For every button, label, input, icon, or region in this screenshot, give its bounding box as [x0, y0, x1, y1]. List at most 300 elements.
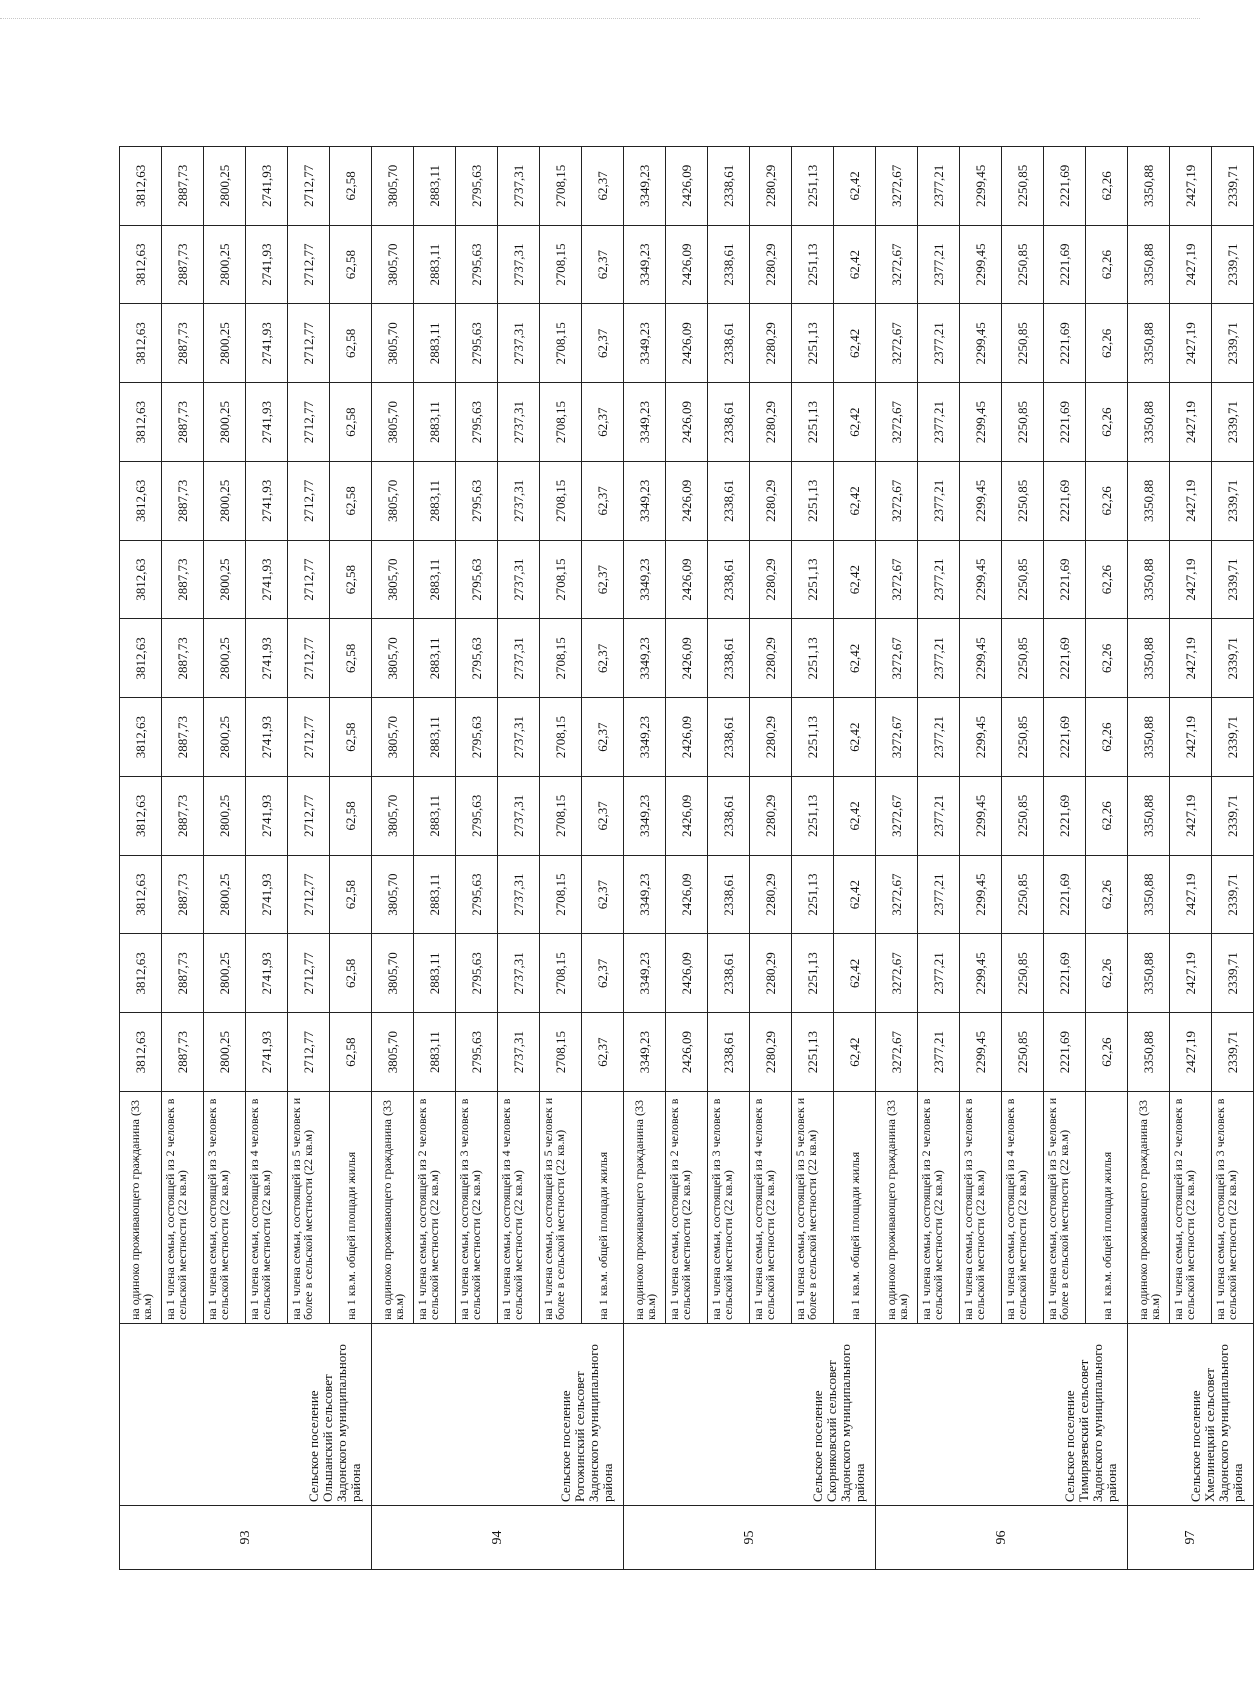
- row-label: на 1 члена семьи, состоящей из 4 человек в сельской местности (22 кв.м): [498, 1092, 540, 1324]
- value-cell: 62,58: [330, 934, 372, 1013]
- value-cell: 2712,77: [288, 462, 330, 541]
- value-cell: 2887,73: [162, 1013, 204, 1092]
- row-label: на 1 члена семьи, состоящей из 5 человек и более в сельской местности (22 кв.м): [1044, 1092, 1086, 1324]
- value-cell: 2377,21: [918, 540, 960, 619]
- value-cell: 2741,93: [246, 462, 288, 541]
- value-cell: 2426,09: [666, 225, 708, 304]
- value-cell: 2737,31: [498, 304, 540, 383]
- value-cell: 62,58: [330, 147, 372, 226]
- value-cell: 62,37: [582, 777, 624, 856]
- value-cell: 2250,85: [1002, 540, 1044, 619]
- value-cell: 2250,85: [1002, 462, 1044, 541]
- value-cell: 3272,67: [876, 619, 918, 698]
- value-cell: 2299,45: [960, 1013, 1002, 1092]
- value-cell: 2883,11: [414, 934, 456, 1013]
- value-cell: 3805,70: [372, 698, 414, 777]
- value-cell: 62,42: [834, 462, 876, 541]
- value-cell: 3805,70: [372, 383, 414, 462]
- value-cell: 2737,31: [498, 1013, 540, 1092]
- value-cell: 2883,11: [414, 777, 456, 856]
- value-cell: 2426,09: [666, 777, 708, 856]
- value-cell: 2712,77: [288, 1013, 330, 1092]
- row-label: на одиноко проживающего гражданина (33 кв.м): [1128, 1092, 1170, 1324]
- rotated-table-container: [119, 147, 1245, 1570]
- value-cell: 2251,13: [792, 777, 834, 856]
- value-cell: 2883,11: [414, 698, 456, 777]
- value-cell: 2251,13: [792, 147, 834, 226]
- row-label: на 1 члена семьи, состоящей из 5 человек и более в сельской местности (22 кв.м): [792, 1092, 834, 1324]
- value-cell: 2426,09: [666, 934, 708, 1013]
- value-cell: 2338,61: [708, 698, 750, 777]
- value-cell: 2887,73: [162, 147, 204, 226]
- value-cell: 2800,25: [204, 225, 246, 304]
- value-cell: 2339,71: [1212, 383, 1254, 462]
- row-label: на одиноко проживающего гражданина (33 кв.м): [372, 1092, 414, 1324]
- value-cell: 2708,15: [540, 304, 582, 383]
- value-cell: 2427,19: [1170, 777, 1212, 856]
- row-label: на 1 члена семьи, состоящей из 3 человек в сельской местности (22 кв.м): [204, 1092, 246, 1324]
- value-cell: 62,37: [582, 462, 624, 541]
- value-cell: 2299,45: [960, 777, 1002, 856]
- value-cell: 2377,21: [918, 855, 960, 934]
- row-label: на одиноко проживающего гражданина (33 кв.м): [120, 1092, 162, 1324]
- value-cell: 3350,88: [1128, 540, 1170, 619]
- value-cell: 2251,13: [792, 855, 834, 934]
- value-cell: 2800,25: [204, 540, 246, 619]
- value-cell: 2712,77: [288, 304, 330, 383]
- value-cell: 2712,77: [288, 619, 330, 698]
- value-cell: 2339,71: [1212, 777, 1254, 856]
- value-cell: 2250,85: [1002, 855, 1044, 934]
- row-label: на 1 члена семьи, состоящей из 3 человек в сельской местности (22 кв.м): [1212, 1092, 1254, 1324]
- value-cell: 2427,19: [1170, 619, 1212, 698]
- value-cell: 2426,09: [666, 1013, 708, 1092]
- row-label: на 1 члена семьи, состоящей из 3 человек в сельской местности (22 кв.м): [708, 1092, 750, 1324]
- value-cell: 3272,67: [876, 1013, 918, 1092]
- value-cell: 2883,11: [414, 383, 456, 462]
- value-cell: 2221,69: [1044, 1013, 1086, 1092]
- value-cell: 2795,63: [456, 304, 498, 383]
- value-cell: 2800,25: [204, 777, 246, 856]
- value-cell: 2251,13: [792, 383, 834, 462]
- value-cell: 3349,23: [624, 147, 666, 226]
- value-cell: 62,37: [582, 225, 624, 304]
- value-cell: 2883,11: [414, 1013, 456, 1092]
- value-cell: 62,58: [330, 698, 372, 777]
- value-cell: 3272,67: [876, 698, 918, 777]
- value-cell: 2795,63: [456, 934, 498, 1013]
- value-cell: 2299,45: [960, 855, 1002, 934]
- value-cell: 2712,77: [288, 225, 330, 304]
- settlement-name: Сельское поселение Ольшанский сельсовет Задонского муниципального района: [120, 1324, 372, 1506]
- value-cell: 3805,70: [372, 462, 414, 541]
- value-cell: 2708,15: [540, 698, 582, 777]
- value-cell: 2708,15: [540, 147, 582, 226]
- value-cell: 3272,67: [876, 225, 918, 304]
- value-cell: 2741,93: [246, 147, 288, 226]
- value-cell: 2887,73: [162, 304, 204, 383]
- value-cell: 2741,93: [246, 383, 288, 462]
- row-label: на 1 кв.м. общей площади жилья: [330, 1092, 372, 1324]
- value-cell: 2339,71: [1212, 934, 1254, 1013]
- value-cell: 2741,93: [246, 304, 288, 383]
- value-cell: 3805,70: [372, 934, 414, 1013]
- value-cell: 2426,09: [666, 304, 708, 383]
- settlement-name: Сельское поселение Тимирязевский сельсовет Задонского муниципального района: [876, 1324, 1128, 1506]
- value-cell: 2887,73: [162, 934, 204, 1013]
- value-cell: 3349,23: [624, 540, 666, 619]
- value-cell: 2280,29: [750, 934, 792, 1013]
- value-cell: 2299,45: [960, 147, 1002, 226]
- value-cell: 2427,19: [1170, 225, 1212, 304]
- value-cell: 2883,11: [414, 225, 456, 304]
- value-cell: 2708,15: [540, 1013, 582, 1092]
- value-cell: 62,37: [582, 147, 624, 226]
- value-cell: 2280,29: [750, 383, 792, 462]
- value-cell: 2883,11: [414, 855, 456, 934]
- standards-table: [119, 146, 1254, 1570]
- settlement-name: Сельское поселение Рогожинский сельсовет Задонского муниципального района: [372, 1324, 624, 1506]
- value-cell: 2887,73: [162, 540, 204, 619]
- value-cell: 2338,61: [708, 225, 750, 304]
- value-cell: 2338,61: [708, 462, 750, 541]
- value-cell: 2339,71: [1212, 225, 1254, 304]
- row-label: на 1 члена семьи, состоящей из 5 человек и более в сельской местности (22 кв.м): [288, 1092, 330, 1324]
- value-cell: 2377,21: [918, 304, 960, 383]
- value-cell: 62,26: [1086, 462, 1128, 541]
- value-cell: 62,58: [330, 1013, 372, 1092]
- value-cell: 3349,23: [624, 934, 666, 1013]
- table-row: [624, 147, 666, 1570]
- row-label: на 1 кв.м. общей площади жилья: [1086, 1092, 1128, 1324]
- value-cell: 3272,67: [876, 934, 918, 1013]
- value-cell: 2800,25: [204, 383, 246, 462]
- value-cell: 2887,73: [162, 855, 204, 934]
- value-cell: 2250,85: [1002, 698, 1044, 777]
- value-cell: 2883,11: [414, 540, 456, 619]
- value-cell: 62,37: [582, 383, 624, 462]
- value-cell: 2339,71: [1212, 619, 1254, 698]
- value-cell: 2887,73: [162, 462, 204, 541]
- table-row: [120, 147, 162, 1570]
- value-cell: 62,26: [1086, 777, 1128, 856]
- value-cell: 2338,61: [708, 383, 750, 462]
- value-cell: 62,37: [582, 698, 624, 777]
- value-cell: 62,26: [1086, 147, 1128, 226]
- value-cell: 3812,63: [120, 225, 162, 304]
- value-cell: 3805,70: [372, 147, 414, 226]
- value-cell: 62,58: [330, 777, 372, 856]
- value-cell: 62,42: [834, 225, 876, 304]
- value-cell: 2426,09: [666, 619, 708, 698]
- value-cell: 3349,23: [624, 383, 666, 462]
- value-cell: 62,42: [834, 304, 876, 383]
- value-cell: 2427,19: [1170, 304, 1212, 383]
- value-cell: 62,42: [834, 934, 876, 1013]
- value-cell: 2339,71: [1212, 698, 1254, 777]
- value-cell: 62,58: [330, 855, 372, 934]
- value-cell: 2280,29: [750, 540, 792, 619]
- value-cell: 62,42: [834, 619, 876, 698]
- value-cell: 2377,21: [918, 147, 960, 226]
- rotated-table-sheet: [119, 147, 1245, 1570]
- value-cell: 3805,70: [372, 225, 414, 304]
- value-cell: 2250,85: [1002, 225, 1044, 304]
- value-cell: 2427,19: [1170, 147, 1212, 226]
- value-cell: 2427,19: [1170, 855, 1212, 934]
- value-cell: 3812,63: [120, 934, 162, 1013]
- value-cell: 2741,93: [246, 934, 288, 1013]
- value-cell: 3805,70: [372, 304, 414, 383]
- row-label: на 1 кв.м. общей площади жилья: [834, 1092, 876, 1324]
- value-cell: 62,58: [330, 462, 372, 541]
- value-cell: 2338,61: [708, 1013, 750, 1092]
- value-cell: 3272,67: [876, 777, 918, 856]
- value-cell: 2800,25: [204, 934, 246, 1013]
- value-cell: 2708,15: [540, 383, 582, 462]
- value-cell: 2800,25: [204, 698, 246, 777]
- value-cell: 2339,71: [1212, 855, 1254, 934]
- value-cell: 2280,29: [750, 777, 792, 856]
- value-cell: 2712,77: [288, 934, 330, 1013]
- value-cell: 2339,71: [1212, 147, 1254, 226]
- value-cell: 2426,09: [666, 540, 708, 619]
- value-cell: 2251,13: [792, 225, 834, 304]
- value-cell: 62,26: [1086, 383, 1128, 462]
- value-cell: 2377,21: [918, 934, 960, 1013]
- value-cell: 2251,13: [792, 619, 834, 698]
- value-cell: 62,42: [834, 383, 876, 462]
- value-cell: 2377,21: [918, 619, 960, 698]
- value-cell: 2708,15: [540, 462, 582, 541]
- value-cell: 2377,21: [918, 462, 960, 541]
- value-cell: 62,26: [1086, 304, 1128, 383]
- value-cell: 62,58: [330, 540, 372, 619]
- value-cell: 2221,69: [1044, 934, 1086, 1013]
- value-cell: 2338,61: [708, 540, 750, 619]
- value-cell: 2280,29: [750, 855, 792, 934]
- value-cell: 2299,45: [960, 304, 1002, 383]
- row-label: на одиноко проживающего гражданина (33 кв.м): [624, 1092, 666, 1324]
- value-cell: 2737,31: [498, 462, 540, 541]
- value-cell: 2251,13: [792, 462, 834, 541]
- value-cell: 62,58: [330, 383, 372, 462]
- value-cell: 2299,45: [960, 462, 1002, 541]
- value-cell: 2426,09: [666, 855, 708, 934]
- settlement-number: 94: [372, 1506, 624, 1570]
- value-cell: 2712,77: [288, 540, 330, 619]
- value-cell: 2708,15: [540, 777, 582, 856]
- value-cell: 2737,31: [498, 698, 540, 777]
- value-cell: 2280,29: [750, 698, 792, 777]
- value-cell: 2795,63: [456, 1013, 498, 1092]
- value-cell: 62,42: [834, 147, 876, 226]
- value-cell: 3805,70: [372, 777, 414, 856]
- value-cell: 2712,77: [288, 855, 330, 934]
- row-label: на одиноко проживающего гражданина (33 кв.м): [876, 1092, 918, 1324]
- value-cell: 3812,63: [120, 383, 162, 462]
- value-cell: 3350,88: [1128, 619, 1170, 698]
- value-cell: 3350,88: [1128, 934, 1170, 1013]
- value-cell: 3349,23: [624, 698, 666, 777]
- value-cell: 62,26: [1086, 225, 1128, 304]
- value-cell: 2426,09: [666, 383, 708, 462]
- value-cell: 2887,73: [162, 225, 204, 304]
- value-cell: 2299,45: [960, 619, 1002, 698]
- value-cell: 2708,15: [540, 540, 582, 619]
- value-cell: 2795,63: [456, 777, 498, 856]
- value-cell: 2339,71: [1212, 540, 1254, 619]
- value-cell: 3272,67: [876, 462, 918, 541]
- value-cell: 2795,63: [456, 698, 498, 777]
- value-cell: 2251,13: [792, 304, 834, 383]
- value-cell: 2741,93: [246, 777, 288, 856]
- value-cell: 2426,09: [666, 147, 708, 226]
- value-cell: 2741,93: [246, 1013, 288, 1092]
- settlement-number: 93: [120, 1506, 372, 1570]
- value-cell: 3350,88: [1128, 304, 1170, 383]
- value-cell: 2795,63: [456, 540, 498, 619]
- value-cell: 2795,63: [456, 855, 498, 934]
- value-cell: 62,58: [330, 619, 372, 698]
- value-cell: 2426,09: [666, 462, 708, 541]
- value-cell: 2280,29: [750, 147, 792, 226]
- value-cell: 62,37: [582, 855, 624, 934]
- value-cell: 2377,21: [918, 383, 960, 462]
- value-cell: 2251,13: [792, 1013, 834, 1092]
- value-cell: 2299,45: [960, 934, 1002, 1013]
- value-cell: 2377,21: [918, 1013, 960, 1092]
- value-cell: 62,37: [582, 1013, 624, 1092]
- value-cell: 2800,25: [204, 147, 246, 226]
- settlement-number: 96: [876, 1506, 1128, 1570]
- value-cell: 3350,88: [1128, 777, 1170, 856]
- value-cell: 2427,19: [1170, 1013, 1212, 1092]
- value-cell: 2221,69: [1044, 304, 1086, 383]
- value-cell: 3349,23: [624, 619, 666, 698]
- row-label: на 1 члена семьи, состоящей из 2 человек в сельской местности (22 кв.м): [162, 1092, 204, 1324]
- table-row: [876, 147, 918, 1570]
- value-cell: 2795,63: [456, 462, 498, 541]
- value-cell: 62,26: [1086, 540, 1128, 619]
- row-label: на 1 члена семьи, состоящей из 3 человек в сельской местности (22 кв.м): [960, 1092, 1002, 1324]
- value-cell: 3805,70: [372, 1013, 414, 1092]
- value-cell: 2338,61: [708, 934, 750, 1013]
- value-cell: 3272,67: [876, 383, 918, 462]
- value-cell: 3350,88: [1128, 225, 1170, 304]
- value-cell: 2299,45: [960, 540, 1002, 619]
- value-cell: 2377,21: [918, 225, 960, 304]
- value-cell: 2251,13: [792, 540, 834, 619]
- value-cell: 2221,69: [1044, 777, 1086, 856]
- value-cell: 2339,71: [1212, 1013, 1254, 1092]
- value-cell: 2887,73: [162, 698, 204, 777]
- value-cell: 62,42: [834, 698, 876, 777]
- value-cell: 2299,45: [960, 698, 1002, 777]
- value-cell: 2737,31: [498, 934, 540, 1013]
- value-cell: 2737,31: [498, 777, 540, 856]
- value-cell: 2708,15: [540, 855, 582, 934]
- value-cell: 2338,61: [708, 304, 750, 383]
- value-cell: 62,26: [1086, 934, 1128, 1013]
- value-cell: 62,37: [582, 540, 624, 619]
- value-cell: 2741,93: [246, 698, 288, 777]
- value-cell: 2741,93: [246, 540, 288, 619]
- value-cell: 3812,63: [120, 1013, 162, 1092]
- value-cell: 2800,25: [204, 304, 246, 383]
- value-cell: 3805,70: [372, 619, 414, 698]
- row-label: на 1 члена семьи, состоящей из 2 человек в сельской местности (22 кв.м): [666, 1092, 708, 1324]
- value-cell: 3350,88: [1128, 855, 1170, 934]
- value-cell: 2708,15: [540, 619, 582, 698]
- value-cell: 2250,85: [1002, 304, 1044, 383]
- value-cell: 2280,29: [750, 619, 792, 698]
- value-cell: 2339,71: [1212, 304, 1254, 383]
- value-cell: 2299,45: [960, 383, 1002, 462]
- value-cell: 2250,85: [1002, 383, 1044, 462]
- value-cell: 3272,67: [876, 855, 918, 934]
- value-cell: 3350,88: [1128, 147, 1170, 226]
- value-cell: 2221,69: [1044, 698, 1086, 777]
- settlement-name: Сельское поселение Скорняковский сельсовет Задонского муниципального района: [624, 1324, 876, 1506]
- value-cell: 2250,85: [1002, 1013, 1044, 1092]
- value-cell: 2377,21: [918, 698, 960, 777]
- value-cell: 62,37: [582, 304, 624, 383]
- value-cell: 2883,11: [414, 304, 456, 383]
- value-cell: 2250,85: [1002, 777, 1044, 856]
- value-cell: 2338,61: [708, 619, 750, 698]
- value-cell: 3350,88: [1128, 1013, 1170, 1092]
- value-cell: 62,26: [1086, 619, 1128, 698]
- value-cell: 2221,69: [1044, 540, 1086, 619]
- value-cell: 2338,61: [708, 855, 750, 934]
- row-label: на 1 члена семьи, состоящей из 4 человек в сельской местности (22 кв.м): [1002, 1092, 1044, 1324]
- row-label: на 1 члена семьи, состоящей из 4 человек в сельской местности (22 кв.м): [246, 1092, 288, 1324]
- value-cell: 3805,70: [372, 855, 414, 934]
- value-cell: 2795,63: [456, 383, 498, 462]
- value-cell: 2338,61: [708, 777, 750, 856]
- value-cell: 2377,21: [918, 777, 960, 856]
- value-cell: 2887,73: [162, 777, 204, 856]
- value-cell: 2221,69: [1044, 462, 1086, 541]
- value-cell: 2737,31: [498, 147, 540, 226]
- value-cell: 3349,23: [624, 855, 666, 934]
- value-cell: 2737,31: [498, 225, 540, 304]
- value-cell: 2250,85: [1002, 934, 1044, 1013]
- value-cell: 2800,25: [204, 855, 246, 934]
- value-cell: 2737,31: [498, 855, 540, 934]
- value-cell: 2737,31: [498, 619, 540, 698]
- value-cell: 2338,61: [708, 147, 750, 226]
- value-cell: 62,42: [834, 540, 876, 619]
- value-cell: 62,58: [330, 304, 372, 383]
- value-cell: 2250,85: [1002, 619, 1044, 698]
- value-cell: 2708,15: [540, 225, 582, 304]
- value-cell: 2339,71: [1212, 462, 1254, 541]
- value-cell: 2427,19: [1170, 934, 1212, 1013]
- value-cell: 3812,63: [120, 147, 162, 226]
- value-cell: 2795,63: [456, 225, 498, 304]
- value-cell: 3812,63: [120, 698, 162, 777]
- value-cell: 2427,19: [1170, 462, 1212, 541]
- value-cell: 2708,15: [540, 934, 582, 1013]
- value-cell: 2712,77: [288, 383, 330, 462]
- value-cell: 3272,67: [876, 304, 918, 383]
- value-cell: 2250,85: [1002, 147, 1044, 226]
- row-label: на 1 члена семьи, состоящей из 4 человек в сельской местности (22 кв.м): [750, 1092, 792, 1324]
- value-cell: 2712,77: [288, 698, 330, 777]
- value-cell: 2427,19: [1170, 540, 1212, 619]
